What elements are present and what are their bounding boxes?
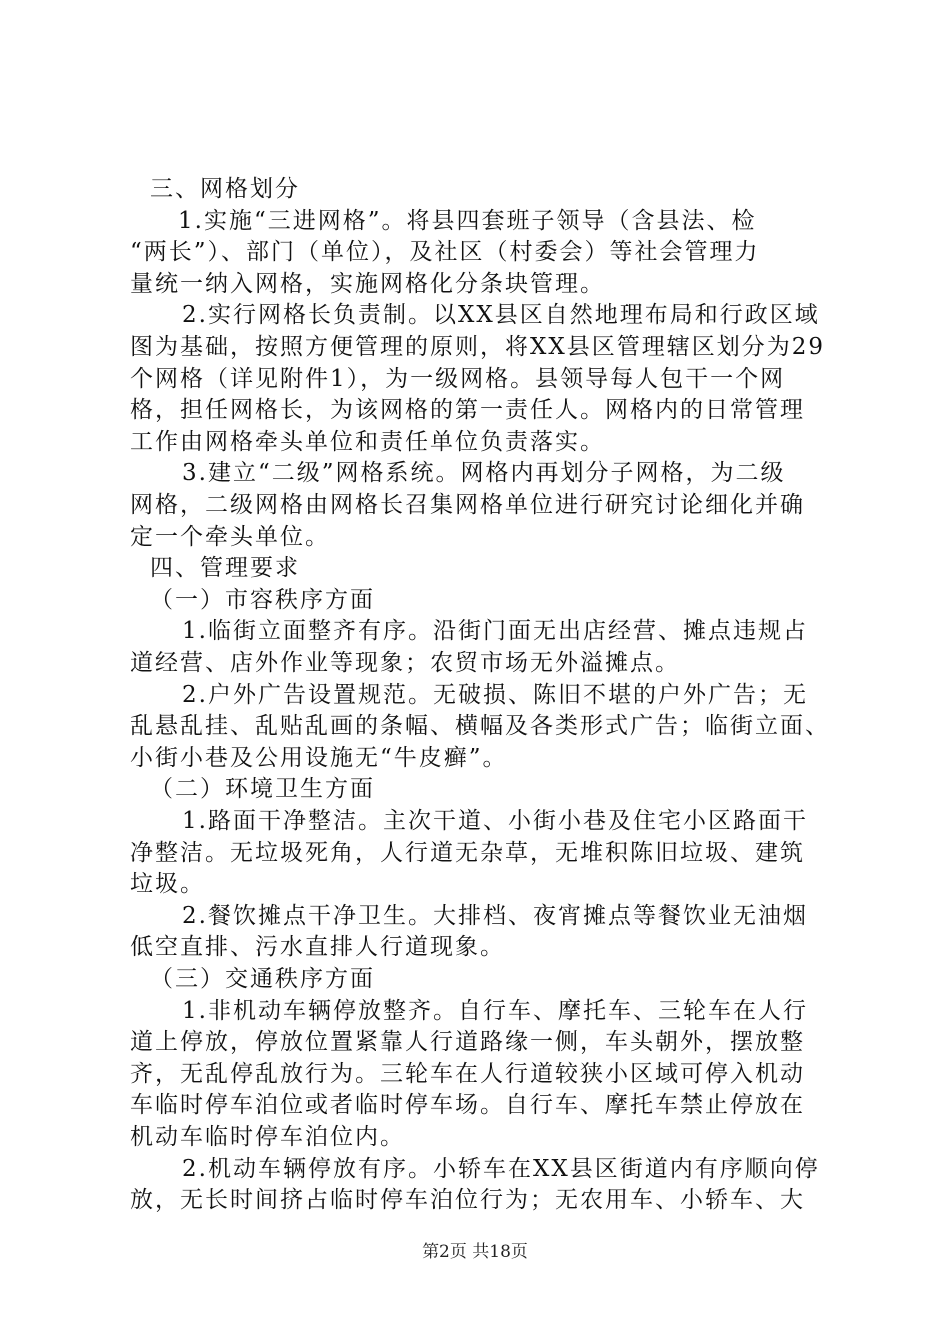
paragraph-line: 小街小巷及公用设施无“牛皮癣”。 [130, 744, 508, 771]
paragraph-line: 1.临街立面整齐有序。沿街门面无出店经营、摊点违规占 [182, 618, 808, 645]
paragraph-line: 3.建立“二级”网格系统。网格内再划分子网格，为二级 [182, 460, 786, 487]
paragraph-line: 垃圾。 [130, 871, 205, 898]
paragraph-line: 图为基础，按照方便管理的原则，将XX县区管理辖区划分为29 [130, 334, 826, 360]
paragraph-line: 乱悬乱挂、乱贴乱画的条幅、横幅及各类形式广告；临街立面、 [130, 713, 830, 740]
paragraph-line: 1.路面干净整洁。主次干道、小街小巷及住宅小区路面干 [182, 808, 808, 834]
heading-section-4: 四、管理要求 [150, 555, 300, 582]
paragraph-line: 网格，二级网格由网格长召集网格单位进行研究讨论细化并确 [130, 492, 805, 518]
paragraph-line: 净整洁。无垃圾死角，人行道无杂草，无堆积陈旧垃圾、建筑 [130, 839, 805, 866]
paragraph-line: 2.机动车辆停放有序。小轿车在XX县区街道内有序顺向停 [182, 1155, 820, 1182]
paragraph-line: 道经营、店外作业等现象；农贸市场无外溢摊点。 [130, 650, 680, 676]
paragraph-line: 低空直排、污水直排人行道现象。 [130, 934, 505, 961]
subheading-sanitation: （二）环境卫生方面 [150, 776, 375, 803]
paragraph-line: 定一个牵头单位。 [130, 523, 330, 550]
paragraph-line: 放，无长时间挤占临时停车泊位行为；无农用车、小轿车、大 [130, 1187, 805, 1214]
heading-section-3: 三、网格划分 [150, 176, 300, 202]
subheading-traffic: （三）交通秩序方面 [150, 966, 375, 992]
page-number-footer: 第2页 共18页 [422, 1242, 528, 1262]
paragraph-line: 1.非机动车辆停放整齐。自行车、摩托车、三轮车在人行 [182, 997, 808, 1024]
paragraph-line: 齐，无乱停乱放行为。三轮车在人行道较狭小区域可停入机动 [130, 1060, 805, 1087]
paragraph-line: 车临时停车泊位或者临时停车场。自行车、摩托车禁止停放在 [130, 1092, 805, 1119]
paragraph-line: 2.餐饮摊点干净卫生。大排档、夜宵摊点等餐饮业无油烟 [182, 902, 808, 929]
paragraph-line: 机动车临时停车泊位内。 [130, 1124, 405, 1150]
paragraph-line: 2.实行网格长负责制。以XX县区自然地理布局和行政区域 [182, 302, 820, 329]
paragraph-line: 1.实施“三进网格”。将县四套班子领导（含县法、检 [178, 207, 757, 234]
paragraph-line: 格，担任网格长，为该网格的第一责任人。网格内的日常管理 [130, 397, 805, 424]
paragraph-line: 量统一纳入网格，实施网格化分条块管理。 [130, 270, 605, 297]
subheading-cityscape: （一）市容秩序方面 [150, 586, 375, 613]
paragraph-line: 个网格（详见附件1），为一级网格。县领导每人包干一个网 [130, 365, 786, 392]
paragraph-line: 工作由网格牵头单位和责任单位负责落实。 [130, 428, 605, 455]
paragraph-line: “两长”）、部门（单位），及社区（村委会）等社会管理力 [130, 239, 760, 266]
paragraph-line: 道上停放，停放位置紧靠人行道路缘一侧，车头朝外，摆放整 [130, 1029, 805, 1056]
paragraph-line: 2.户外广告设置规范。无破损、陈旧不堪的户外广告；无 [182, 681, 808, 708]
